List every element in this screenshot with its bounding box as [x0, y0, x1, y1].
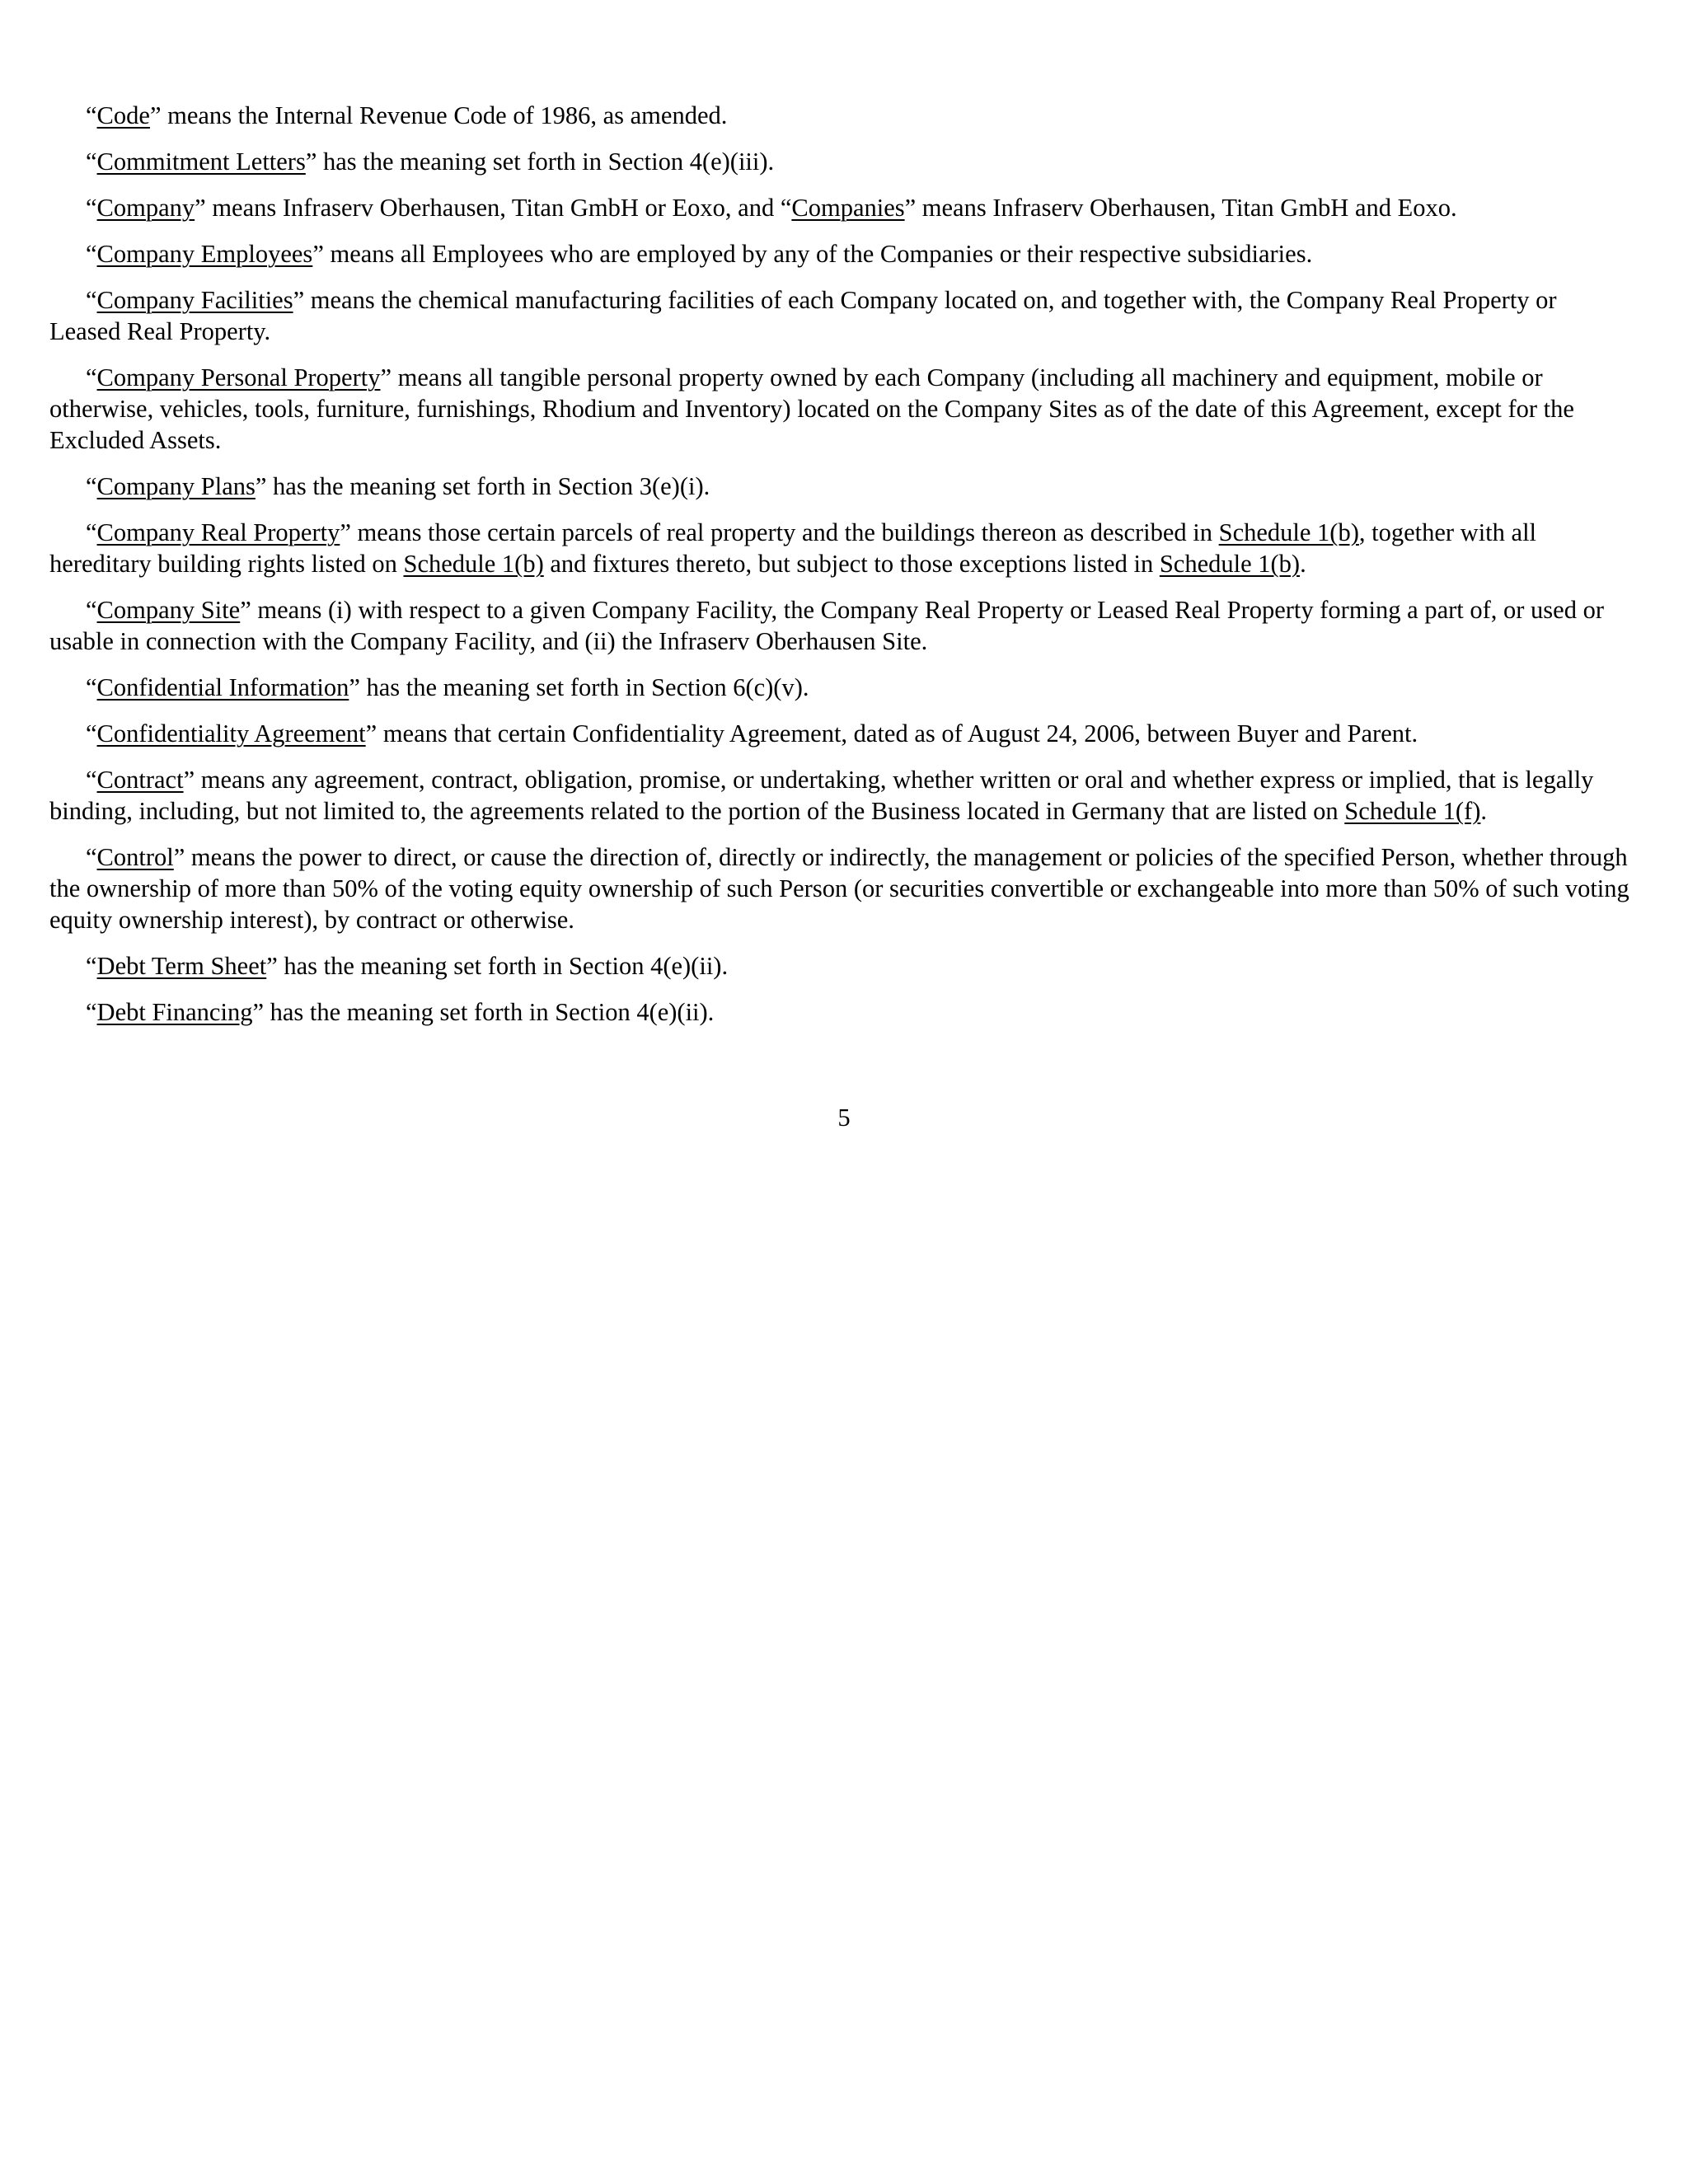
definition-text: means all tangible personal property owned by each Company (including all machinery and equipment, mobile or otherwise, vehicles, tools, furniture, furnishings, Rhodium and Inventory) located on the Company Sites as of the date of this Agreement, except for the Excluded Assets. [49, 363, 1574, 454]
definition-confidentiality-agreement: “Confidentiality Agreement” means that certain Confidentiality Agreement, dated as of August 24, 2006, between Buyer and Parent. [86, 719, 1418, 748]
definition-text: . [1300, 550, 1306, 578]
defined-term: Confidential Information [96, 673, 349, 701]
definition-company-plans: “Company Plans” has the meaning set forth in Section 3(e)(i). [86, 472, 710, 500]
definition-text: means the power to direct, or cause the direction of, directly or indirectly, the management or policies of the specified Person, whether through the ownership of more than 50% of the voting equity ownership of such Person (or securities convertible or exchangeable into more than 50% of such voting equity ownership interest), by contract or otherwise. [49, 843, 1629, 934]
defined-term: Debt Financing [96, 998, 253, 1026]
defined-term: Confidentiality Agreement [96, 719, 366, 748]
defined-term: Company Real Property [96, 518, 340, 546]
defined-term: Company Site [96, 596, 241, 624]
definition-debt-financing: “Debt Financing” has the meaning set forth in Section 4(e)(ii). [86, 998, 715, 1026]
definition-company-employees: “Company Employees” means all Employees who are employed by any of the Companies or their respective subsidiaries. [86, 240, 1313, 268]
definition-text: means Infraserv Oberhausen, Titan GmbH or Eoxo, and “ [205, 194, 792, 222]
definition-text: means any agreement, contract, obligation, promise, or undertaking, whether written or oral and whether express or implied, that is legally binding, including, but not limited to, the agreements related to the portion of the Business located in Germany that are listed on [49, 766, 1594, 825]
schedule-reference: Schedule 1(b) [403, 550, 544, 578]
definition-contract: “Contract” means any agreement, contract, obligation, promise, or undertaking, whether written or oral and whether express or implied, that is legally binding, including, but not limited to, the agreements related to the portion of the Business located in Germany that are listed on Schedule 1(f). [49, 766, 1594, 825]
definition-text: has the meaning set forth in Section 4(e)(ii). [277, 952, 729, 980]
page-number: 5 [837, 1104, 851, 1132]
defined-term: Code [96, 101, 150, 129]
defined-term: Control [96, 843, 174, 871]
defined-term-companies: Companies [791, 194, 905, 222]
definition-company-site: “Company Site” means (i) with respect to a given Company Facility, the Company Real Property or Leased Real Property forming a part of, or used or usable in connection with the Company Facility, and (ii) the Infraserv Oberhausen Site. [49, 596, 1604, 655]
definition-company-facilities: “Company Facilities” means the chemical manufacturing facilities of each Company located on, and together with, the Company Real Property or Leased Real Property. [49, 286, 1557, 345]
definition-company: “Company” means Infraserv Oberhausen, Titan GmbH or Eoxo, and “Companies” means Infraserv Oberhausen, Titan GmbH and Eoxo. [86, 194, 1457, 222]
defined-term: Company [96, 194, 195, 222]
defined-term: Company Employees [96, 240, 313, 268]
definition-text: has the meaning set forth in Section 4(e)(ii). [264, 998, 715, 1026]
definitions-list [49, 100, 1632, 1043]
defined-term: Commitment Letters [96, 148, 306, 176]
definition-text: . [1480, 797, 1488, 825]
defined-term: Company Personal Property [96, 363, 381, 391]
definition-text: means the Internal Revenue Code of 1986, as amended. [161, 101, 728, 129]
schedule-reference: Schedule 1(b) [1218, 518, 1359, 546]
definition-text: means the chemical manufacturing facilities of each Company located on, and together with, the Company Real Property or Leased Real Property. [49, 286, 1557, 345]
defined-term: Debt Term Sheet [96, 952, 267, 980]
definition-text: means all Employees who are employed by any of the Companies or their respective subsidiaries. [323, 240, 1313, 268]
definition-text: ” means Infraserv Oberhausen, Titan GmbH and Eoxo. [904, 194, 1457, 222]
definition-company-real-property: “Company Real Property” means those certain parcels of real property and the buildings thereon as described in Schedule 1(b), together with all hereditary building rights listed on Schedule 1(b) and fixtures thereto, but subject to those exceptions listed in Schedule 1(b). [49, 518, 1537, 578]
definition-text: has the meaning set forth in Section 3(e)(i). [266, 472, 710, 500]
definition-text: means (i) with respect to a given Company Facility, the Company Real Property or Leased Real Property forming a part of, or used or usable in connection with the Company Facility, and (ii) the Infraserv Oberhausen Site. [49, 596, 1604, 655]
definition-text: has the meaning set forth in Section 6(c)(v). [359, 673, 809, 701]
definition-text: and fixtures thereto, but subject to those exceptions listed in [543, 550, 1160, 578]
definition-code: “Code” means the Internal Revenue Code of 1986, as amended. [86, 101, 728, 129]
schedule-reference: Schedule 1(b) [1159, 550, 1301, 578]
definition-confidential-information: “Confidential Information” has the meaning set forth in Section 6(c)(v). [86, 673, 809, 701]
schedule-reference: Schedule 1(f) [1344, 797, 1481, 825]
definition-commitment-letters: “Commitment Letters” has the meaning set forth in Section 4(e)(iii). [86, 148, 775, 176]
defined-term: Contract [96, 766, 184, 794]
definition-control: “Control” means the power to direct, or cause the direction of, directly or indirectly, the management or policies of the specified Person, whether through the ownership of more than 50% of the voting equity ownership of such Person (or securities convertible or exchangeable into more than 50% of such voting equity ownership interest), by contract or otherwise. [49, 843, 1629, 934]
defined-term: Company Plans [96, 472, 256, 500]
defined-term: Company Facilities [96, 286, 293, 314]
definition-text: , together with all hereditary building rights listed on [49, 518, 1537, 578]
definition-text: means those certain parcels of real property and the buildings thereon as described in [350, 518, 1219, 546]
definition-debt-term-sheet: “Debt Term Sheet” has the meaning set forth in Section 4(e)(ii). [86, 952, 729, 980]
definition-text: has the meaning set forth in Section 4(e)(iii). [316, 148, 775, 176]
definition-text: means that certain Confidentiality Agreement, dated as of August 24, 2006, between Buyer and Parent. [377, 719, 1418, 748]
definition-company-personal-property: “Company Personal Property” means all tangible personal property owned by each Company (including all machinery and equipment, mobile or otherwise, vehicles, tools, furniture, furnishings, Rhodium and Inventory) located on the Company Sites as of the date of this Agreement, except for the Excluded Assets. [49, 363, 1574, 454]
